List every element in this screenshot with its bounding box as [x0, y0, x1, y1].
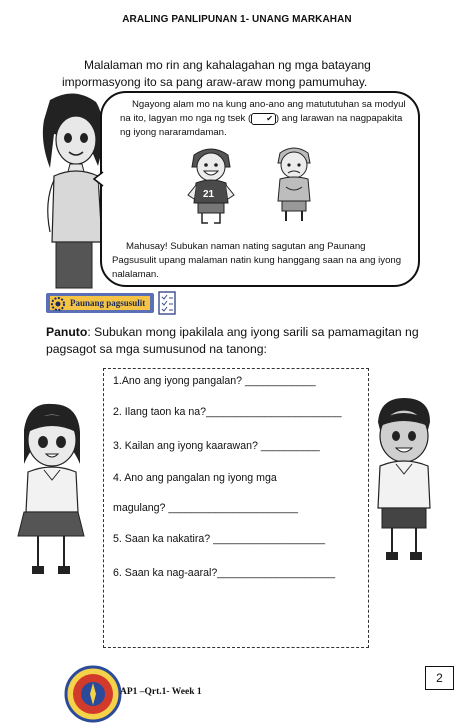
- speech-bubble-tail: [93, 170, 105, 188]
- question-5: 5. Saan ka nakatira? ___________________: [113, 533, 326, 545]
- bubble-instruction-text: [120, 98, 410, 140]
- bubble-encouragement-text: Mahusay! Subukan naman nating sagutan ang Paunang Pagsusulit upang malaman natin kung hanggang saan na ang iyong nalalaman.: [112, 241, 402, 280]
- page-number: 2: [425, 666, 454, 690]
- happy-boy-illustration: [186, 143, 236, 225]
- jersey-number: 21: [203, 189, 215, 200]
- division-seal-logo: [64, 665, 122, 723]
- intro-line-1: Malalaman mo rin ang kahalagahan ng mga batayang: [84, 58, 371, 72]
- question-1: 1.Ano ang iyong pangalan? ____________: [113, 375, 316, 387]
- panuto-instruction: [46, 324, 446, 358]
- paunang-pagsusulit-banner: [46, 291, 172, 315]
- panuto-text: : Subukan mong ipakilala ang iyong sarili sa pamamagitan ng pagsagot sa mga sumusunod na tanong:: [46, 325, 419, 356]
- question-2: 2. Ilang taon ka na?_______________________: [113, 406, 342, 418]
- girl-student-illustration: [14, 400, 88, 576]
- footer-label: AP1 –Qrt.1- Week 1: [120, 687, 202, 697]
- bubble-text-part-2: ) ang larawan na nagpapakita ng iyong nararamdaman.: [120, 113, 403, 138]
- sad-boy-illustration: [272, 143, 316, 223]
- boy-student-illustration: [370, 396, 438, 562]
- question-3: 3. Kailan ang iyong kaarawan? __________: [113, 440, 320, 452]
- panuto-label: Panuto: [46, 325, 88, 339]
- bubble-text-part-1: Ngayong alam mo na kung ano-ano ang matututuhan sa modyul na ito, lagyan mo nga ng tsek (: [120, 99, 406, 124]
- question-6: 6. Saan ka nag-aaral?____________________: [113, 567, 336, 579]
- question-4-continued: magulang? ______________________: [113, 502, 298, 514]
- section-title: Paunang pagsusulit: [70, 298, 146, 308]
- check-mark-icon: ✔: [251, 113, 276, 125]
- intro-line-2: impormasyong ito sa pang araw-araw mong pamumuhay.: [62, 75, 368, 89]
- question-4: 4. Ano ang pangalan ng iyong mga: [113, 472, 277, 484]
- page-header-title: ARALING PANLIPUNAN 1- UNANG MARKAHAN: [122, 14, 352, 25]
- checklist-icon: [158, 291, 176, 315]
- intro-paragraph: [62, 57, 422, 91]
- gear-icon: [49, 295, 67, 313]
